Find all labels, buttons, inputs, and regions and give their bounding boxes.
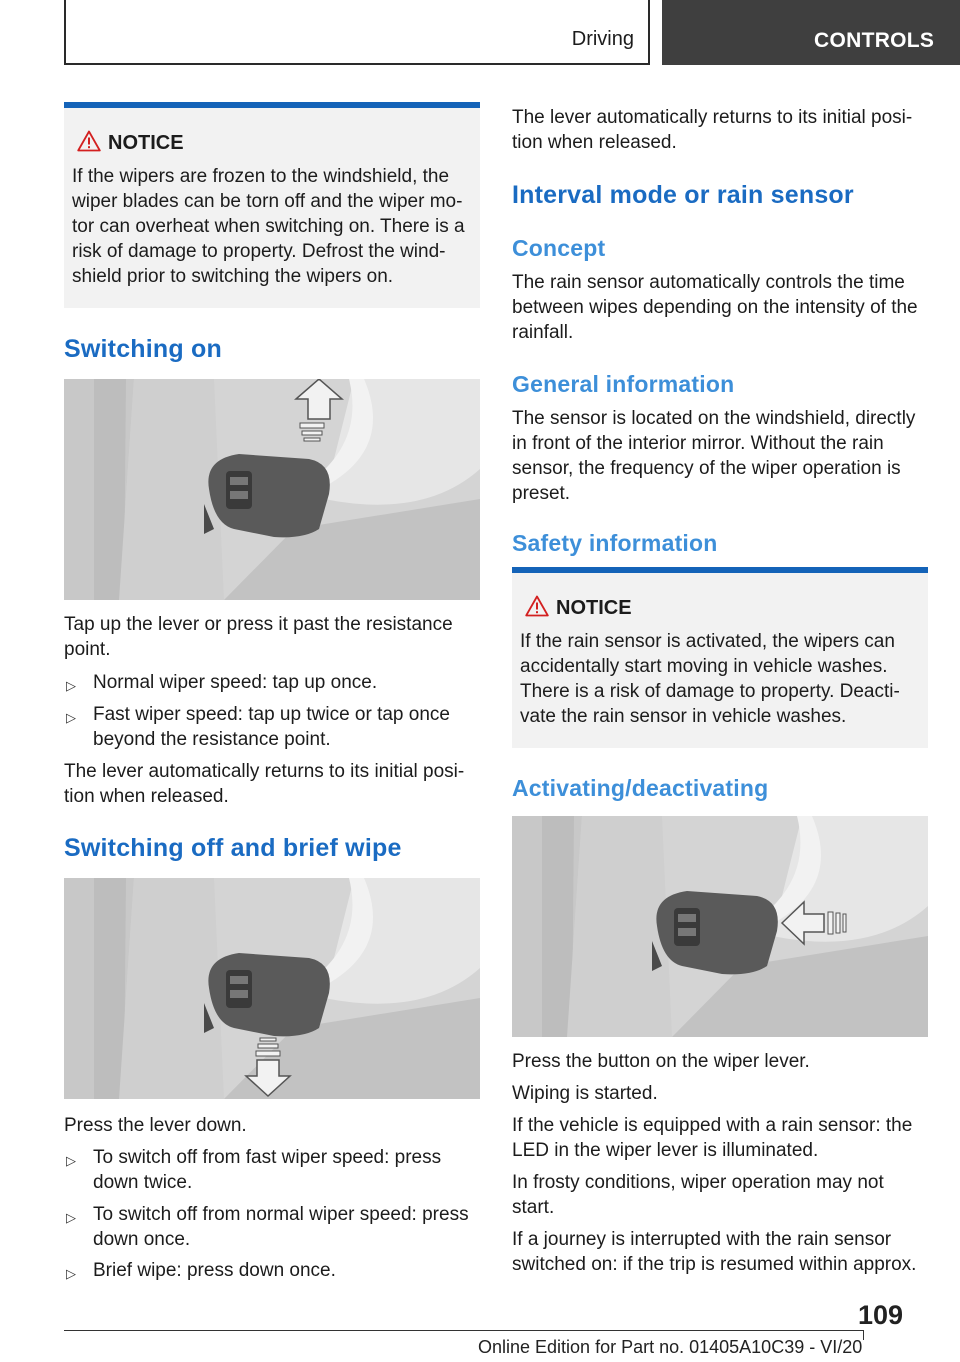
list-item: ▷ To switch off from normal wiper speed: press down once. [66,1204,469,1250]
figure-lever-tap-up [64,379,480,600]
notice-title: NOTICE [556,597,632,619]
list-item: ▷ Brief wipe: press down once. [64,1258,480,1283]
warning-triangle-icon [77,130,101,152]
notice-box-rain-sensor [512,567,928,748]
heading-concept: Concept [512,235,606,261]
header-chapter-tab: CONTROLS [662,0,960,65]
figure-lever-press-down [64,878,480,1099]
concept-text: The rain sensor automatically controls the time between wipes depending on the intensity of the rainfall. [512,272,918,343]
footer-edition: Online Edition for Part no. 01405A10C39 - VI/20 [478,1337,863,1357]
list-item: ▷ Normal wiper speed: tap up once. [64,670,480,695]
activating-text-4: In frosty conditions, wiper operation may not start. [512,1172,884,1218]
heading-activating-deactivating: Activating/deactivating [512,775,769,801]
activating-text-3: If the vehicle is equipped with a rain sensor: the LED in the wiper lever is illuminated. [512,1115,913,1161]
activating-text-5: If a journey is interrupted with the rain sensor switched on: if the trip is resumed within approx. [512,1229,917,1275]
heading-general-information: General information [512,371,735,397]
warning-triangle-icon [525,595,549,617]
notice-body: If the rain sensor is activated, the wipers can accidentally start moving in vehicle washes. There is a risk of damage to property. Deacti- vate the rain sensor in vehicle washes. [520,631,900,727]
footer-divider-tick [863,1330,864,1340]
switching-on-outro: The lever automatically returns to its initial posi- tion when released. [64,761,465,807]
heading-safety-information: Safety information [512,530,718,556]
activating-text-1: Press the button on the wiper lever. [512,1051,810,1072]
bullet-triangle-icon: ▷ [66,710,76,725]
list-item: ▷ Fast wiper speed: tap up twice or tap once beyond the resistance point. [66,704,450,750]
general-information-text: The sensor is located on the windshield, directly in front of the interior mirror. Without the rain sensor, the frequency of the wiper operation is preset. [512,408,916,504]
bullet-triangle-icon: ▷ [66,1266,76,1281]
lever-returns-text: The lever automatically returns to its initial posi- tion when released. [512,107,913,153]
bullet-triangle-icon: ▷ [66,1153,76,1168]
list-item: ▷ To switch off from fast wiper speed: press down twice. [66,1147,442,1193]
page-number: 109 [858,1300,904,1330]
heading-switching-on: Switching on [64,335,222,363]
bullet-triangle-icon: ▷ [66,678,76,693]
figure-lever-button-press [512,816,928,1037]
activating-text-2: Wiping is started. [512,1083,658,1104]
footer-divider [64,1330,864,1331]
switching-off-intro: Press the lever down. [64,1115,247,1136]
heading-switching-off: Switching off and brief wipe [64,834,402,862]
bullet-triangle-icon: ▷ [66,1210,76,1225]
header-section-title: Driving [571,28,634,50]
heading-interval-rain-sensor: Interval mode or rain sensor [512,181,854,209]
header-section-box [64,0,650,65]
notice-body: If the wipers are frozen to the windshield, the wiper blades can be torn off and the wiper mo- tor can overheat when switching on. There is a risk of damage to property. Defrost the wind- shield prior to switching the wipers on. [72,166,465,287]
notice-title: NOTICE [108,132,184,154]
switching-on-intro: Tap up the lever or press it past the resistance point. [64,614,453,660]
notice-box-frozen-wipers [64,102,480,308]
